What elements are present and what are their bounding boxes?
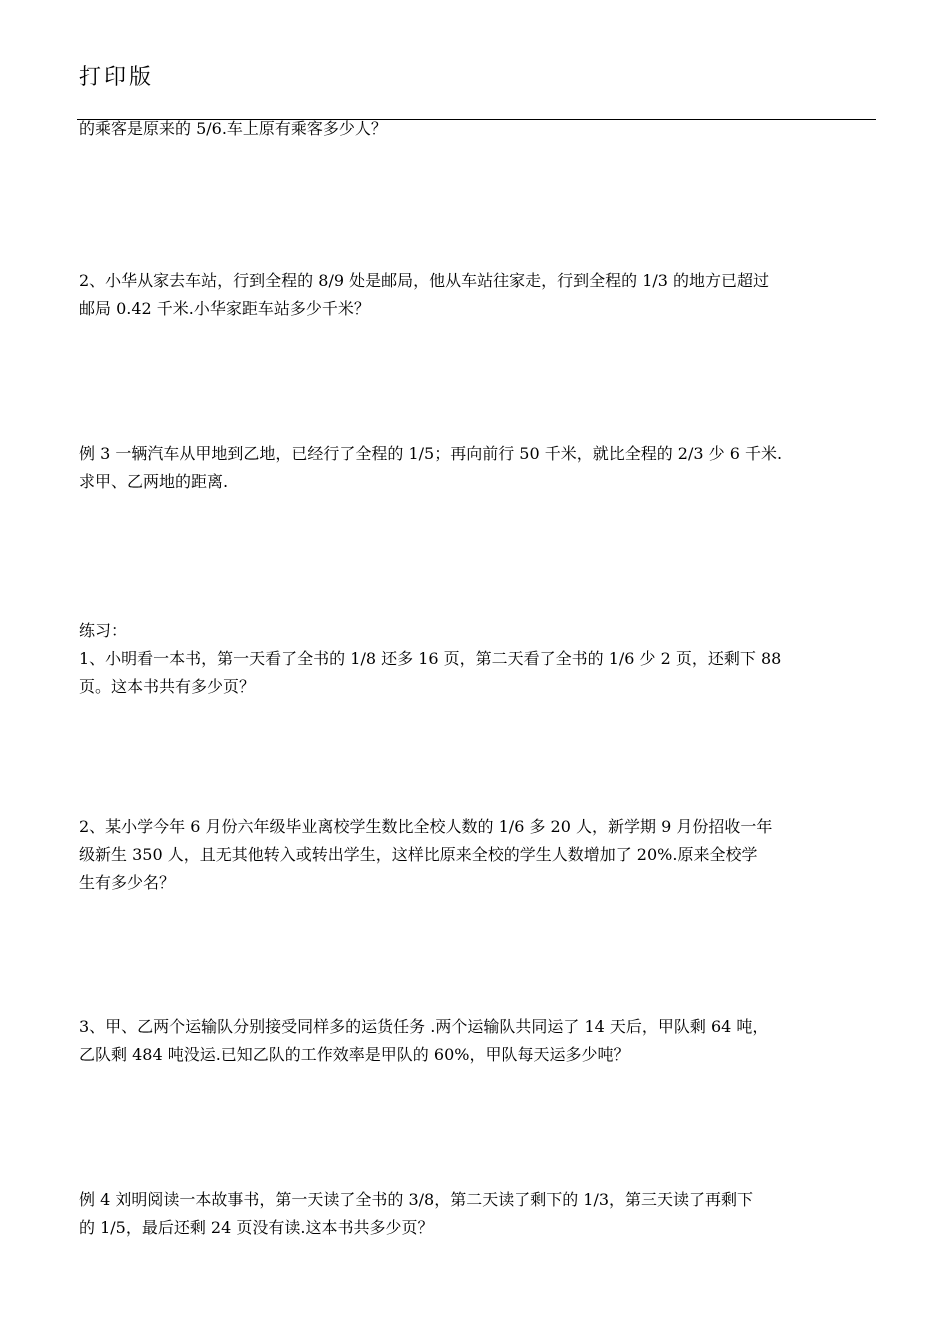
text-line: 1、小明看一本书，第一天看了全书的 1/8 还多 16 页，第二天看了全书的 1/6 少 2 页，还剩下 88 (79, 649, 782, 668)
practice-problem-2 (79, 813, 879, 897)
section-heading: 练习： (79, 621, 128, 640)
example-3 (79, 440, 879, 496)
problem-continuation (79, 115, 879, 143)
text-line: 例 3 一辆汽车从甲地到乙地，已经行了全程的 1/5；再向前行 50 千米，就比全程的 2/3 少 6 千米. (79, 444, 783, 463)
page-header-title: 打印版 (79, 65, 155, 90)
problem-2-distance (79, 267, 879, 323)
text-line: 2、某小学今年 6 月份六年级毕业离校学生数比全校人数的 1/6 多 20 人，新学期 9 月份招收一年 (79, 817, 773, 836)
text-line: 乙队剩 484 吨没运.已知乙队的工作效率是甲队的 60%，甲队每天运多少吨？ (79, 1045, 630, 1064)
text-line: 2、小华从家去车站，行到全程的 8/9 处是邮局，他从车站往家走，行到全程的 1/3 的地方已超过 (79, 271, 770, 290)
text-line: 页。这本书共有多少页？ (79, 677, 256, 696)
text-line: 邮局 0.42 千米.小华家距车站多少千米？ (79, 299, 370, 318)
text-line: 级新生 350 人，且无其他转入或转出学生，这样比原来全校的学生人数增加了 20%.原来全校学 (79, 845, 758, 864)
text-line: 求甲、乙两地的距离. (79, 472, 229, 491)
text-line: 的 1/5，最后还剩 24 页没有读.这本书共多少页？ (79, 1218, 434, 1237)
practice-section (79, 617, 879, 701)
text-line: 例 4 刘明阅读一本故事书，第一天读了全书的 3/8，第二天读了剩下的 1/3，第三天读了再剩下 (79, 1190, 754, 1209)
text-line: 生有多少名？ (79, 873, 176, 892)
practice-problem-3 (79, 1013, 879, 1069)
text-line: 3、甲、乙两个运输队分别接受同样多的运货任务 .两个运输队共同运了 14 天后，甲队剩 64 吨， (79, 1017, 769, 1036)
text-line: 的乘客是原来的 5/6.车上原有乘客多少人？ (79, 119, 387, 138)
example-4 (79, 1186, 879, 1242)
